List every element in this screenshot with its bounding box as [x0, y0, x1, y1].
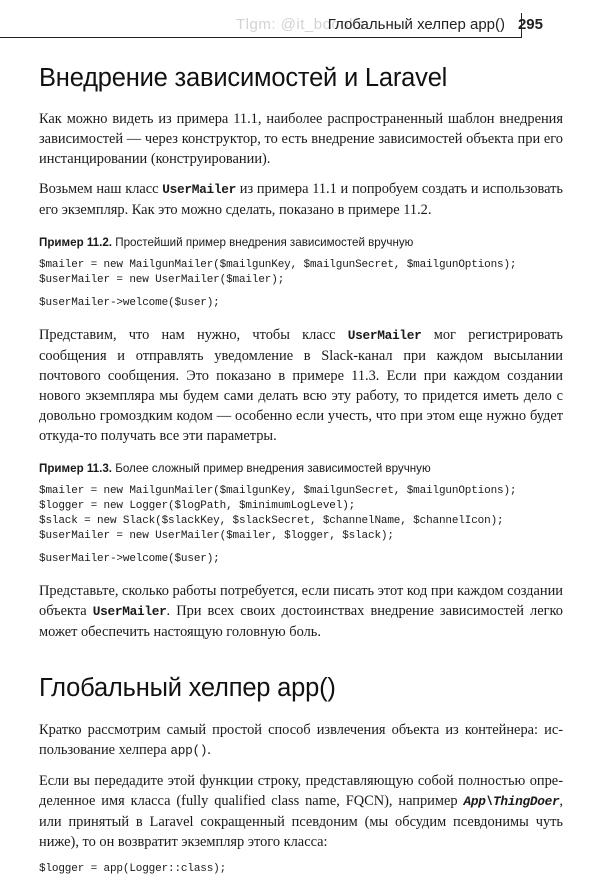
inline-code: app() — [170, 743, 208, 758]
example-label: Пример 11.3. — [39, 462, 113, 475]
paragraph: Кратко рассмотрим самый простой способ извлечения объекта из контейнера: использование хелпера app(). — [39, 722, 563, 758]
paragraph: Представим, что нам нужно, чтобы класс UserMailer мог регистрировать сообщения и отправлять уведомление в Slack-канал при каждом высылании почтового сообщения. Это показано в примере 11.3. Если при каждом создании нового экземпляра мы будем сами делать всю эту работу, то придется иметь дело с довольно громоздким кодом — особенно если учесть, что при этом еще нужно будет откуда-то получать все эти параметры. — [39, 327, 563, 444]
header-divider — [521, 13, 522, 38]
example-caption: Пример 11.3. Более сложный пример внедрения зависимостей вручную — [39, 462, 431, 475]
paragraph: Представьте, сколько работы потребуется, если писать этот код при каждом создании объекта UserMailer. При всех своих достоинствах внедрение зависимостей легко может обеспечить настоящую головную боль. — [39, 583, 563, 640]
inline-code: UserMailer — [92, 604, 167, 619]
paragraph: Как можно видеть из примера 11.1, наиболее распространенный шаблон внедрения зависимостей — через конструктор, то есть внедрение зависимостей объекта при его инстанцировании (конструировании). — [39, 111, 563, 167]
running-title: Глобальный хелпер app() — [327, 16, 505, 33]
paragraph: Если вы передадите этой функции строку, представляющую собой полностью определенное имя класса (fully qualified class name, FQCN), например App\ThingDoer, или принятый в Laravel сокращенный псевдоним (мы обсудим псевдонимы чуть ниже), то он возвратит экземпляр этого класса: — [39, 773, 563, 850]
code-block: $logger = app(Logger::class); — [39, 863, 227, 875]
code-block: $mailer = new MailgunMailer($mailgunKey, $mailgunSecret, $mailgunOptions); $userMailer = new UserMailer($mailer); — [39, 259, 517, 286]
section-heading-app-helper: Глобальный хелпер app() — [39, 674, 336, 702]
watermark: Tlgm: @it_boooks — [236, 16, 366, 33]
inline-code: UserMailer — [162, 182, 237, 197]
code-block: $userMailer->welcome($user); — [39, 297, 220, 309]
page-number: 295 — [517, 16, 543, 33]
inline-code: UserMailer — [347, 328, 422, 343]
page-header — [0, 13, 600, 37]
code-block: $mailer = new MailgunMailer($mailgunKey, $mailgunSecret, $mailgunOptions); $logger = new Logger($logPath, $minimumLogLevel); $slack = new Slack($slackKey, $slackSecret, $channelName, $channelIcon); $userMailer = new UserMailer($mailer, $logger, $slack); — [39, 485, 517, 542]
section-heading-di: Внедрение зависимостей и Laravel — [39, 64, 448, 92]
code-block: $userMailer->welcome($user); — [39, 553, 220, 565]
paragraph: Возьмем наш класс UserMailer из примера 11.1 и попробуем создать и использовать его экземпляр. Как это можно сделать, показано в примере 11.2. — [39, 181, 563, 218]
page-content — [39, 56, 563, 885]
example-caption: Пример 11.2. Простейший пример внедрения зависимостей вручную — [39, 236, 414, 249]
example-label: Пример 11.2. — [39, 236, 113, 249]
header-rule — [0, 37, 521, 38]
inline-code: App\ThingDoer — [463, 794, 560, 809]
